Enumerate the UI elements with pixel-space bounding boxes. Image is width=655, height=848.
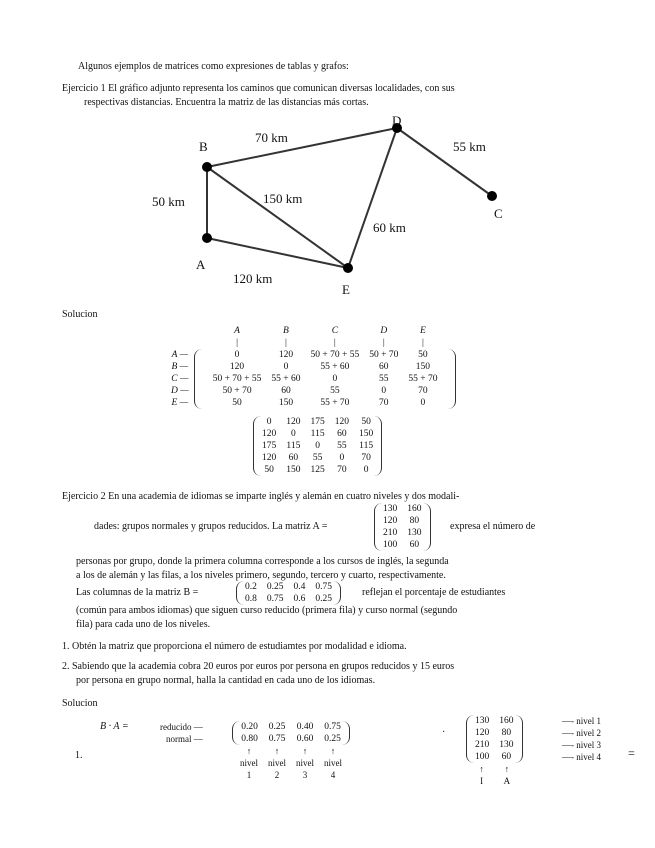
matrix-cell: 55 — [312, 453, 323, 463]
matrix-cell: 0 — [291, 429, 296, 439]
level-label: —- nivel 4 — [562, 752, 601, 762]
matrix-cell: 125 — [310, 465, 325, 475]
nivel-number: 3 — [302, 770, 308, 780]
exercise2-line6: (común para ambos idiomas) que siguen curso reducido (primera fila) y curso normal (segundo — [76, 605, 458, 616]
matrix-cell: 130 — [374, 503, 402, 515]
solution-matrix-B — [232, 721, 350, 781]
matrix-cell: 0.25 — [266, 582, 284, 592]
bracket-left — [194, 349, 208, 361]
exercise2-line2b: expresa el número de — [450, 521, 536, 532]
level-label: —- nivel 1 — [562, 716, 601, 726]
matrix-cell: 0.80 — [232, 733, 263, 745]
matrix-cell: 0 — [381, 386, 387, 396]
bracket-right — [442, 397, 456, 409]
column-label: I — [480, 776, 484, 786]
matrix-cell: 55 — [330, 386, 340, 396]
matrix-cell: 120 — [286, 417, 301, 427]
exercise1-line1 — [62, 83, 455, 95]
matrix-cell: 150 — [415, 362, 431, 372]
bracket-right — [442, 349, 456, 361]
bracket-left — [194, 373, 208, 385]
matrix-cell: 0.75 — [310, 581, 341, 593]
matrix-row — [466, 751, 523, 763]
matrix-cell: 120 — [253, 452, 281, 464]
matrix-cell: 0.60 — [296, 734, 314, 744]
annotation-row — [232, 757, 350, 769]
matrix-cell: 50 + 70 + 55 — [212, 374, 262, 384]
matrix-cell: 0 — [354, 464, 382, 476]
matrix-cell: 150 — [354, 428, 382, 440]
nivel-label: nivel — [296, 758, 314, 768]
bracket-left — [194, 397, 208, 409]
row-label: E — — [171, 398, 189, 408]
matrix-row — [166, 397, 456, 409]
matrix-cell: 55 — [379, 374, 389, 384]
up-arrow-icon: ↑ — [479, 764, 484, 774]
nivel-number: 4 — [330, 770, 336, 780]
exercise1-text: El gráfico adjunto representa los caminos que comunican diversas localidades, con sus — [108, 83, 455, 94]
matrix-cell: 0.75 — [266, 594, 284, 604]
matrix-cell: 0 — [420, 398, 426, 408]
matrix-cell: 50 + 70 — [369, 350, 399, 360]
matrix-cell: 0.25 — [268, 722, 286, 732]
intro-text: Algunos ejemplos de matrices como expresiones de tablas y grafos: — [78, 61, 349, 72]
up-arrow-icon: ↑ — [330, 746, 336, 756]
matrix-cell: 70 — [418, 386, 428, 396]
row-label: C — — [171, 374, 189, 384]
matrix-row — [466, 739, 523, 751]
matrix-row — [253, 440, 382, 452]
matrix-cell: 100 — [466, 751, 494, 763]
annotation-row — [466, 775, 523, 787]
exercise1-line2: respectivas distancias. Encuentra la matriz de las distancias más cortas. — [84, 97, 369, 108]
matrix-cell: 130 — [402, 527, 430, 539]
matrix-row — [253, 428, 382, 440]
matrix-cell: 55 — [337, 441, 347, 451]
matrix-cell: 55 + 60 — [320, 362, 350, 372]
question-1: 1. Obtén la matriz que proporciona el número de estudiamtes por modalidad e idioma. — [62, 641, 407, 652]
matrix-cell: 50 + 70 — [222, 386, 252, 396]
tick-mark: | — [236, 338, 238, 348]
matrix-cell: 0.6 — [293, 594, 306, 604]
matrix-cell: 0 — [315, 441, 320, 451]
multiply-dot: · — [442, 727, 446, 738]
matrix-row — [232, 721, 350, 733]
matrix-row — [466, 727, 523, 739]
matrix-row — [236, 593, 341, 605]
matrix-cell: 0.8 — [236, 593, 262, 605]
matrix-cell: 70 — [379, 398, 389, 408]
equals-sign: = — [628, 746, 635, 760]
matrix-cell: 115 — [286, 441, 301, 451]
edge-label-BA: 50 km — [152, 194, 185, 209]
nivel-number: 1 — [246, 770, 252, 780]
matrix-cell: 120 — [334, 417, 349, 427]
matrix-row — [253, 452, 382, 464]
matrix-cell: 60 — [281, 386, 291, 396]
nivel-number: 2 — [274, 770, 280, 780]
matrix-row — [253, 464, 382, 476]
nivel-label: nivel — [324, 758, 342, 768]
matrix-cell: 55 + 60 — [271, 374, 301, 384]
matrix-row — [374, 515, 431, 527]
exercise1-label: Ejercicio 1 — [62, 83, 106, 94]
matrix-cell: 80 — [402, 515, 430, 527]
up-arrow-icon: ↑ — [246, 746, 252, 756]
matrix-cell: 0.4 — [293, 582, 306, 592]
node-B — [202, 162, 212, 172]
exercise2-line7: fila) para cada uno de los niveles. — [76, 619, 211, 630]
tick-mark: | — [333, 338, 336, 348]
bracket-right — [442, 385, 456, 397]
question-2-cont: por persona en grupo normal, halla la cantidad en cada uno de los idiomas. — [76, 675, 376, 686]
exercise2-text: En una academia de idiomas se imparte inglés y alemán en cuatro niveles y dos modali- — [108, 491, 460, 502]
annotation-row — [466, 763, 523, 775]
column-label: D — [380, 326, 388, 336]
solution2-heading: Solucion — [62, 698, 98, 709]
node-label-A: A — [196, 257, 206, 272]
matrix-cell: 0 — [283, 362, 289, 372]
row-label: A — — [171, 350, 189, 360]
matrix-cell: 100 — [374, 539, 402, 551]
matrix-cell: 150 — [286, 465, 301, 475]
matrix-row — [374, 539, 431, 551]
matrix-row — [236, 581, 341, 593]
matrix-cell: 0.40 — [296, 722, 314, 732]
bracket-left — [194, 361, 208, 373]
matrix-cell: 50 — [354, 416, 382, 428]
exercise2-line2a: dades: grupos normales y grupos reducidos. La matriz A = — [94, 521, 328, 532]
distance-matrix-result — [253, 416, 382, 476]
annotation-row — [232, 745, 350, 757]
matrix-row — [374, 503, 431, 515]
node-A — [202, 233, 212, 243]
solution1-heading: Solucion — [62, 309, 98, 320]
column-label: C — [331, 326, 339, 336]
node-label-B: B — [199, 139, 208, 154]
matrix-cell: 130 — [494, 739, 522, 751]
matrix-cell: 0 — [332, 374, 338, 384]
solution-matrix-A — [466, 715, 523, 787]
node-C — [487, 191, 497, 201]
matrix-cell: 70 — [337, 465, 347, 475]
matrix-cell: 60 — [402, 539, 430, 551]
matrix-cell: 115 — [310, 429, 325, 439]
edge-label-AE: 120 km — [233, 271, 273, 286]
exercise2-line5a: Las columnas de la matriz B = — [76, 587, 199, 598]
matrix-row — [374, 527, 431, 539]
matrix-row — [166, 349, 456, 361]
matrix-cell: 175 — [310, 417, 325, 427]
bracket-right — [442, 373, 456, 385]
matrix-row — [466, 715, 523, 727]
column-label: A — [503, 776, 511, 786]
up-arrow-icon: ↑ — [302, 746, 308, 756]
matrix-cell: 120 — [253, 428, 281, 440]
edge-label-DE: 60 km — [373, 220, 406, 235]
level-label: —- nivel 2 — [562, 728, 601, 738]
level-labels — [562, 715, 601, 763]
question-2: 2. Sabiendo que la academia cobra 20 euros por euros por persona en grupos reducidos y 15 euros — [62, 661, 455, 672]
tick-mark: | — [382, 338, 385, 348]
matrix-cell: 0 — [234, 350, 240, 360]
matrix-cell: 120 — [229, 362, 245, 372]
node-label-E: E — [342, 282, 350, 297]
node-label-C: C — [494, 206, 503, 221]
product-lhs: B · A = — [100, 721, 129, 732]
matrix-cell: 0.2 — [236, 581, 262, 593]
matrix-cell: 0.25 — [310, 593, 341, 605]
matrix-cell: 60 — [494, 751, 522, 763]
column-label: B — [283, 326, 289, 336]
edge-BD — [207, 128, 397, 167]
matrix-cell: 120 — [278, 350, 294, 360]
matrix-cell: 50 + 70 + 55 — [310, 350, 360, 360]
tick-mark: | — [285, 338, 287, 348]
nivel-label: nivel — [268, 758, 286, 768]
level-label: —- nivel 3 — [562, 740, 601, 750]
exercise2-line1 — [62, 491, 459, 503]
column-label: A — [234, 326, 240, 336]
up-arrow-icon: ↑ — [504, 764, 510, 774]
matrix-cell: 0.75 — [268, 734, 286, 744]
node-label-D: D — [392, 113, 402, 128]
row-label: B — — [171, 362, 189, 372]
matrix-cell: 80 — [494, 727, 522, 739]
exercise2-line5b: reflejan el porcentaje de estudiantes — [362, 587, 506, 598]
row-label: D — — [171, 386, 189, 396]
tick-mark: | — [421, 338, 424, 348]
matrix-cell: 55 + 70 — [408, 374, 438, 384]
node-E — [343, 263, 353, 273]
matrix-cell: 150 — [278, 398, 294, 408]
matrix-cell: 70 — [354, 452, 382, 464]
up-arrow-icon: ↑ — [274, 746, 280, 756]
matrix-cell: 0.20 — [232, 721, 263, 733]
matrix-cell: 60 — [288, 453, 299, 463]
matrix-row — [166, 385, 456, 397]
matrix-cell: 210 — [374, 527, 402, 539]
matrix-cell: 55 + 70 — [320, 398, 350, 408]
labeled-distance-matrix — [166, 325, 456, 409]
nivel-label: nivel — [240, 758, 258, 768]
matrix-cell: 120 — [466, 727, 494, 739]
row-label-normal: normal — — [166, 734, 203, 744]
bracket-left — [194, 385, 208, 397]
matrix-cell: 0.75 — [319, 721, 350, 733]
matrix-cell: 130 — [466, 715, 494, 727]
matrix-cell: 60 — [379, 362, 389, 372]
matrix-cell: 175 — [253, 440, 281, 452]
matrix-cell: 60 — [337, 429, 347, 439]
matrix-row — [166, 361, 456, 373]
matrix-cell: 0 — [339, 453, 345, 463]
matrix-cell: 50 — [253, 464, 281, 476]
exercise2-line4: a los de alemán y las filas, a los niveles primero, segundo, tercero y cuarto, respectivamente. — [76, 570, 446, 581]
matrix-B — [236, 581, 341, 605]
matrix-cell: 50 — [418, 350, 428, 360]
exercise2-label: Ejercicio 2 — [62, 491, 106, 502]
matrix-row — [253, 416, 382, 428]
annotation-row — [232, 769, 350, 781]
solution-item-number: 1. — [75, 750, 83, 761]
matrix-row — [232, 733, 350, 745]
matrix-cell: 160 — [402, 503, 430, 515]
matrix-cell: 50 — [232, 398, 242, 408]
edge-label-BD: 70 km — [255, 130, 288, 145]
matrix-cell: 120 — [374, 515, 402, 527]
matrix-cell: 210 — [466, 739, 494, 751]
exercise2-line3: personas por grupo, donde la primera columna corresponde a los cursos de inglés, la segunda — [76, 556, 449, 567]
row-label-reducido: reducido — — [160, 722, 203, 732]
edge-DE — [348, 128, 397, 268]
matrix-cell: 160 — [494, 715, 522, 727]
matrix-row — [166, 373, 456, 385]
matrix-A — [374, 503, 431, 551]
matrix-cell: 115 — [354, 440, 382, 452]
edge-label-BE: 150 km — [263, 191, 303, 206]
bracket-right — [442, 361, 456, 373]
column-label: E — [419, 326, 426, 336]
matrix-cell: 0 — [253, 416, 281, 428]
matrix-cell: 0.25 — [319, 733, 350, 745]
edge-label-DC: 55 km — [453, 139, 486, 154]
